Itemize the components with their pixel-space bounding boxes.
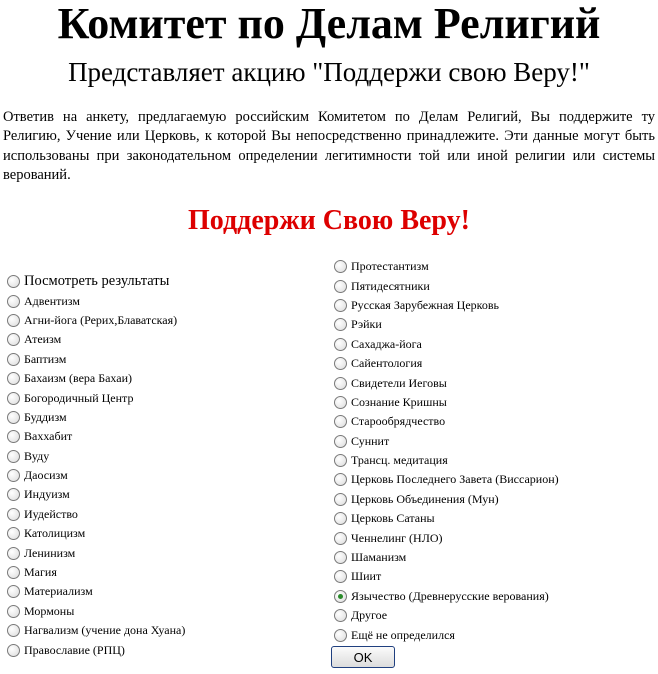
- poll-option[interactable]: [334, 490, 559, 509]
- radio-button[interactable]: [334, 435, 347, 448]
- poll-option[interactable]: [7, 388, 185, 407]
- radio-button[interactable]: [334, 318, 347, 331]
- poll-option-label: Иудейство: [24, 506, 78, 521]
- poll-option[interactable]: [334, 432, 559, 451]
- radio-button[interactable]: [7, 372, 20, 385]
- poll-option[interactable]: [334, 470, 559, 489]
- poll-option-label: Церковь Сатаны: [351, 511, 435, 526]
- poll-option[interactable]: [334, 625, 559, 644]
- poll-option[interactable]: [7, 427, 185, 446]
- poll-option-label: Бахаизм (вера Бахаи): [24, 371, 133, 386]
- poll-option[interactable]: [7, 640, 185, 659]
- radio-button[interactable]: [334, 473, 347, 486]
- poll-option-label: Протестантизм: [351, 259, 429, 274]
- radio-button[interactable]: [334, 532, 347, 545]
- poll-option[interactable]: [7, 369, 185, 388]
- poll-option-label: Русская Зарубежная Церковь: [351, 297, 500, 312]
- ok-button[interactable]: OK: [331, 646, 395, 668]
- radio-button[interactable]: [7, 547, 20, 560]
- radio-button[interactable]: [7, 585, 20, 598]
- poll-option[interactable]: [334, 354, 559, 373]
- radio-button[interactable]: [7, 353, 20, 366]
- radio-button[interactable]: [7, 450, 20, 463]
- poll-option[interactable]: [7, 543, 185, 562]
- poll-option[interactable]: [7, 563, 185, 582]
- poll-option-label: Буддизм: [24, 409, 67, 424]
- poll-option-label: Церковь Последнего Завета (Виссарион): [351, 472, 559, 487]
- radio-button[interactable]: [334, 415, 347, 428]
- radio-button[interactable]: [334, 551, 347, 564]
- poll-option-label: Пятидесятники: [351, 278, 430, 293]
- radio-button[interactable]: [7, 333, 20, 346]
- radio-button[interactable]: [334, 396, 347, 409]
- poll-option-label: Атеизм: [24, 332, 62, 347]
- poll-option[interactable]: [334, 412, 559, 431]
- poll-option[interactable]: [334, 606, 559, 625]
- radio-button[interactable]: [334, 570, 347, 583]
- poll-option-label: Сайентология: [351, 356, 423, 371]
- poll-option[interactable]: [334, 528, 559, 547]
- radio-button[interactable]: [7, 411, 20, 424]
- poll-option-label: Ченнелинг (НЛО): [351, 530, 443, 545]
- poll-option[interactable]: [334, 548, 559, 567]
- poll-option-label: Ленинизм: [24, 545, 76, 560]
- poll-option[interactable]: [334, 509, 559, 528]
- radio-button[interactable]: [334, 260, 347, 273]
- poll-option-label: Агни-йога (Рерих,Блаватская): [24, 312, 178, 327]
- radio-button[interactable]: [7, 469, 20, 482]
- poll-option-label: Православие (РПЦ): [24, 642, 125, 657]
- poll-option[interactable]: [7, 291, 185, 310]
- poll-option[interactable]: [334, 257, 559, 276]
- radio-button[interactable]: [334, 512, 347, 525]
- poll-option[interactable]: [334, 393, 559, 412]
- poll-option-label: Посмотреть результаты: [24, 273, 170, 290]
- page-subtitle: Представляет акцию "Поддержи свою Веру!": [68, 57, 590, 87]
- poll-option-label: Шаманизм: [351, 550, 407, 565]
- poll-option-label: Индуизм: [24, 487, 70, 502]
- radio-button[interactable]: [7, 392, 20, 405]
- radio-button[interactable]: [334, 629, 347, 642]
- poll-option[interactable]: [334, 451, 559, 470]
- poll-option[interactable]: [7, 485, 185, 504]
- poll-option[interactable]: [334, 296, 559, 315]
- poll-option-label: Адвентизм: [24, 293, 80, 308]
- poll-option[interactable]: [7, 311, 185, 330]
- poll-option-label: Язычество (Древнерусские верования): [351, 588, 549, 603]
- poll-option-label: Сахаджа-йога: [351, 336, 422, 351]
- poll-option-label: Шиит: [351, 569, 382, 584]
- page-title: Комитет по Делам Религий: [57, 0, 601, 48]
- poll-option[interactable]: [7, 602, 185, 621]
- poll-option-label: Магия: [24, 565, 57, 580]
- radio-button[interactable]: [7, 488, 20, 501]
- poll-option[interactable]: [7, 524, 185, 543]
- poll-option[interactable]: [334, 567, 559, 586]
- poll-option-label: Свидетели Иеговы: [351, 375, 447, 390]
- support-heading: Поддержи Свою Веру!: [188, 205, 470, 236]
- radio-button[interactable]: [334, 377, 347, 390]
- poll-option[interactable]: [7, 447, 185, 466]
- poll-option-label: Трансц. медитация: [351, 453, 448, 468]
- poll-option[interactable]: [7, 582, 185, 601]
- poll-option-label: Католицизм: [24, 526, 86, 541]
- radio-button[interactable]: [7, 295, 20, 308]
- poll-option[interactable]: [7, 272, 185, 291]
- poll-option[interactable]: [334, 335, 559, 354]
- radio-button[interactable]: [334, 280, 347, 293]
- radio-button[interactable]: [334, 338, 347, 351]
- poll-option-label: Старообрядчество: [351, 414, 446, 429]
- radio-button[interactable]: [7, 314, 20, 327]
- poll-option-label: Другое: [351, 608, 388, 623]
- poll-option-label: Баптизм: [24, 351, 67, 366]
- poll-option-label: Вуду: [24, 448, 50, 463]
- poll-option[interactable]: [7, 466, 185, 485]
- radio-button[interactable]: [7, 275, 20, 288]
- poll-option-label: Богородичный Центр: [24, 390, 134, 405]
- poll-option[interactable]: [334, 315, 559, 334]
- poll-options-right: [334, 257, 559, 645]
- poll-options-left: [7, 272, 185, 660]
- poll-option[interactable]: [334, 373, 559, 392]
- radio-button[interactable]: [334, 493, 347, 506]
- poll-option[interactable]: [334, 276, 559, 295]
- radio-button[interactable]: [7, 566, 20, 579]
- poll-option[interactable]: [7, 350, 185, 369]
- poll-option[interactable]: [7, 621, 185, 640]
- poll-option[interactable]: [7, 330, 185, 349]
- radio-button[interactable]: [334, 357, 347, 370]
- poll-option[interactable]: [334, 587, 559, 606]
- radio-button[interactable]: [334, 454, 347, 467]
- radio-button[interactable]: [7, 430, 20, 443]
- intro-paragraph: Ответив на анкету, предлагаемую российским Комитетом по Делам Религий, Вы поддержите ту Религию, Учение или Церковь, к которой Вы непосредственно принадлежите. Эти данные могут быть использованы при законодательном определении легитимности той или иной религии или системы верований.: [3, 109, 655, 184]
- poll-option-label: Рэйки: [351, 317, 382, 332]
- poll-option-label: Даосизм: [24, 468, 68, 483]
- radio-button[interactable]: [7, 624, 20, 637]
- poll-option-label: Нагвализм (учение дона Хуана): [24, 623, 186, 638]
- poll-option-label: Мормоны: [24, 603, 75, 618]
- poll-option[interactable]: [7, 505, 185, 524]
- poll-option[interactable]: [7, 408, 185, 427]
- radio-button[interactable]: [7, 527, 20, 540]
- poll-option-label: Материализм: [24, 584, 93, 599]
- poll-option-label: Сознание Кришны: [351, 394, 447, 409]
- radio-button[interactable]: [334, 299, 347, 312]
- radio-button[interactable]: [7, 605, 20, 618]
- poll-option-label: Ещё не определился: [351, 627, 455, 642]
- radio-button[interactable]: [7, 644, 20, 657]
- poll-option-label: Церковь Объединения (Мун): [351, 491, 499, 506]
- poll-option-label: Суннит: [351, 433, 390, 448]
- poll-option-label: Ваххабит: [24, 429, 73, 444]
- radio-button[interactable]: [334, 609, 347, 622]
- radio-button[interactable]: [7, 508, 20, 521]
- radio-button[interactable]: [334, 590, 347, 603]
